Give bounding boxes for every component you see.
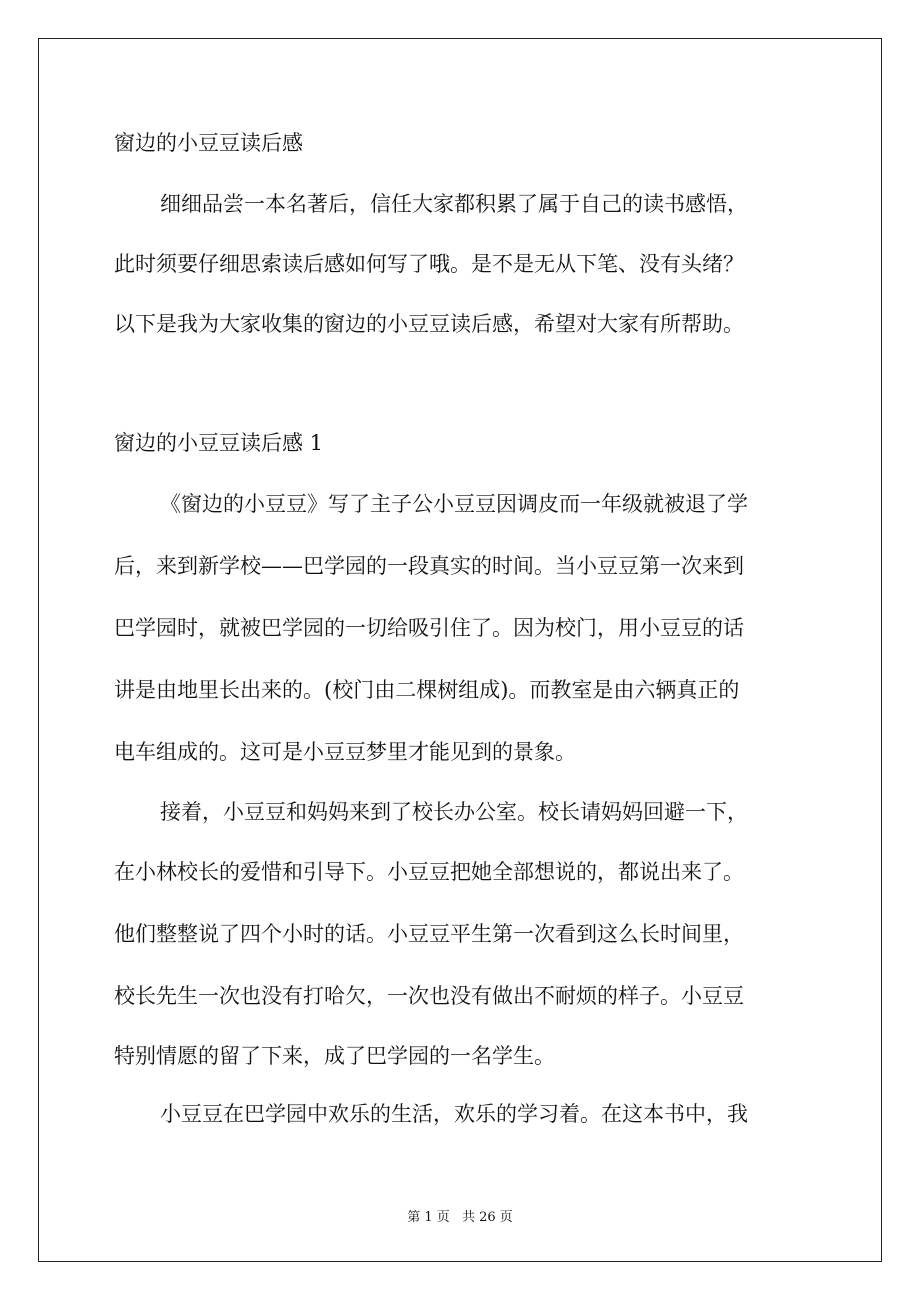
- page-frame: [38, 38, 882, 1262]
- para2-line-2: 在小林校长的爱惜和引导下。小豆豆把她全部想说的，都说出来了。: [114, 860, 744, 884]
- intro-line-3: 以下是我为大家收集的窗边的小豆豆读后感，希望对大家有所帮助。: [114, 312, 744, 336]
- para1-line-3: 巴学园时，就被巴学园的一切给吸引住了。因为校门，用小豆豆的话: [114, 616, 744, 640]
- section-title: 窗边的小豆豆读后感 1: [114, 431, 324, 455]
- page-number: 第 1 页: [407, 1210, 450, 1225]
- page-total: 共 26 页: [461, 1210, 513, 1225]
- para1-line-2: 后，来到新学校——巴学园的一段真实的时间。当小豆豆第一次来到: [114, 554, 744, 578]
- intro-line-2: 此时须要仔细思索读后感如何写了哦。是不是无从下笔、没有头绪？: [114, 252, 744, 276]
- para2-line-1: 接着，小豆豆和妈妈来到了校长办公室。校长请妈妈回避一下，: [160, 800, 748, 824]
- para1-line-4: 讲是由地里长出来的。(校门由二棵树组成)。而教室是由六辆真正的: [114, 678, 740, 702]
- para1-line-5: 电车组成的。这可是小豆豆梦里才能见到的景象。: [114, 740, 576, 764]
- page-footer: [0, 1206, 920, 1225]
- para2-line-5: 特别情愿的留了下来，成了巴学园的一名学生。: [114, 1044, 555, 1068]
- document-title: 窗边的小豆豆读后感: [114, 131, 303, 155]
- para2-line-4: 校长先生一次也没有打哈欠，一次也没有做出不耐烦的样子。小豆豆: [114, 984, 744, 1008]
- intro-line-1: 细细品尝一本名著后，信任大家都积累了属于自己的读书感悟，: [160, 192, 748, 216]
- para1-line-1: 《窗边的小豆豆》写了主子公小豆豆因调皮而一年级就被退了学: [160, 492, 748, 516]
- para3-line-1: 小豆豆在巴学园中欢乐的生活，欢乐的学习着。在这本书中，我: [160, 1102, 748, 1126]
- para2-line-3: 他们整整说了四个小时的话。小豆豆平生第一次看到这么长时间里，: [114, 922, 744, 946]
